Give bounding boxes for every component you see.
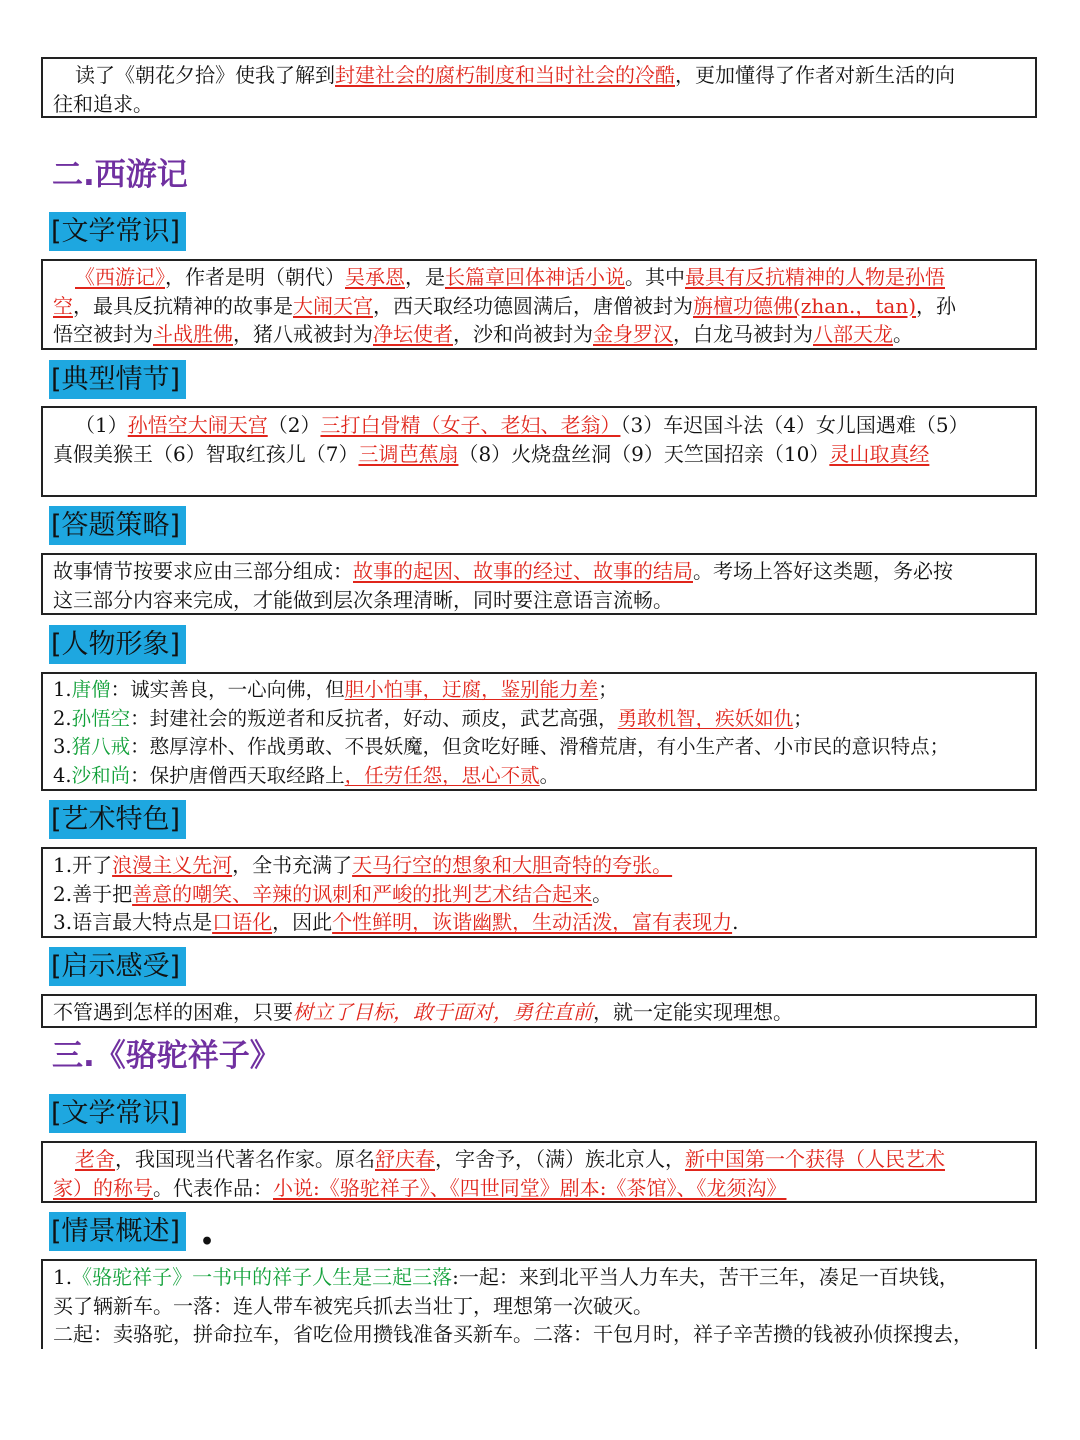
text: 。: [893, 322, 913, 346]
text: ，字舍予，（满）族北京人，: [435, 1147, 685, 1171]
highlight: 新中国第一个获得（人民艺术: [685, 1147, 945, 1171]
character-name: 沙和尚: [71, 763, 131, 787]
text: 二起：卖骆驼，拼命拉车，省吃俭用攒钱准备买新车。二落：干包月时，祥子辛苦攒的钱被孙侦探搜去，: [53, 1322, 973, 1346]
yishu-box: [41, 847, 1037, 938]
intro-text: 读了《朝花夕拾》使我了解到: [75, 63, 335, 87]
text: ，孙: [916, 293, 957, 318]
highlight: 树立了目标，敢于面对，勇往直前: [293, 1000, 593, 1024]
tag-dati-celue: [答题策略]: [49, 506, 186, 545]
text: ，就一定能实现理想。: [593, 1000, 793, 1024]
highlight: 最具有反抗精神的人物是孙悟: [685, 265, 945, 289]
text: ，西天取经功德圆满后，唐僧被封为: [373, 293, 693, 318]
genre: 长篇章回体神话小说: [445, 265, 625, 289]
text: 。: [592, 881, 613, 906]
highlight: 胆小怕事，迂腐，鉴别能力差: [344, 678, 599, 701]
text: ：诚实善良，一心向佛，但: [110, 678, 345, 701]
section-title-xiyouji: 二.西游记: [52, 157, 188, 193]
highlight: 善意的嘲笑、辛辣的讽刺和严峻的批判艺术结合起来: [132, 881, 593, 906]
text: 4.: [53, 763, 72, 787]
text: （2）: [267, 413, 321, 437]
text: ：憨厚淳朴、作战勇敢、不畏妖魔，但贪吃好睡、滑稽荒唐，有小生产者、小市民的意识特点；: [130, 735, 950, 758]
highlight: 空: [53, 293, 73, 318]
highlight: 旃檀功德佛(zhan.，tan): [693, 293, 917, 318]
intro-text: 往和追求。: [53, 91, 153, 116]
highlight: 金身罗汉: [593, 322, 673, 346]
text: .: [732, 910, 739, 934]
text: 。其中: [625, 265, 685, 289]
text: （3）车迟国斗法（4）女儿国遇难（5）: [620, 413, 969, 437]
character-name: 唐僧: [71, 678, 111, 701]
text: ，最具反抗精神的故事是: [73, 293, 293, 318]
highlight: 小说:《骆驼祥子》、《四世同堂》剧本:《茶馆》、《龙须沟》: [273, 1175, 787, 1200]
green-highlight: 《骆驼祥子》一书中的祥子人生是三起三落: [72, 1265, 453, 1289]
text: 1.: [53, 1265, 73, 1289]
text: 。考场上答好这类题，务必按: [693, 559, 953, 583]
text: ：保护唐僧西天取经路上: [130, 763, 345, 787]
section-title-luotuo-xiangzi: 三.《骆驼祥子》: [52, 1038, 281, 1074]
intro-box: [41, 57, 1037, 118]
text: ，全书充满了: [232, 853, 353, 877]
text: ；: [793, 706, 813, 730]
qingjing-box: [41, 1259, 1037, 1349]
tag-qishi-ganshou: [启示感受]: [49, 947, 186, 986]
highlight: 净坛使者: [373, 322, 453, 346]
text: 2.: [53, 706, 72, 730]
wenxue-box: [41, 259, 1037, 350]
highlight: 家）的称号: [53, 1175, 153, 1200]
text: （8）火烧盘丝洞（9）天竺国招亲（10）: [458, 441, 830, 466]
wenxue-box-3: [41, 1141, 1037, 1203]
text: 买了辆新车。一落：连人带车被宪兵抓去当壮丁，理想第一次破灭。: [53, 1293, 653, 1318]
author: 吴承恩: [345, 265, 405, 289]
book-title: 《西游记》: [75, 265, 165, 289]
qingjie-box: [41, 406, 1037, 497]
tag-wenxue-changshi-3: [文学常识]: [49, 1094, 186, 1133]
text: 这三部分内容来完成，才能做到层次条理清晰，同时要注意语言流畅。: [53, 587, 673, 612]
highlight: 天马行空的想象和大胆奇特的夸张。: [352, 853, 673, 877]
highlight: 大闹天宫: [293, 293, 373, 318]
text: 3.语言最大特点是: [53, 910, 213, 934]
text: 悟空被封为: [53, 322, 153, 346]
tag-renwu-xingxiang: [人物形象]: [49, 625, 186, 664]
text: 3.: [53, 735, 72, 758]
tag-yishu-tese: [艺术特色]: [49, 800, 186, 839]
text: 真假美猴王（6）智取红孩儿（7）: [53, 441, 359, 466]
text: ，沙和尚被封为: [453, 322, 593, 346]
character-name: 孙悟空: [71, 706, 131, 730]
text: ，白龙马被封为: [673, 322, 813, 346]
text: ；: [598, 678, 618, 701]
highlight: 浪漫主义先河: [112, 853, 233, 877]
tag-wenxue-changshi: [文学常识]: [49, 212, 186, 251]
text: 不管遇到怎样的困难，只要: [53, 1000, 293, 1024]
tag-dianxing-qingjie: [典型情节]: [49, 360, 186, 399]
text: ，作者是明（朝代）: [165, 265, 345, 289]
text: ，是: [405, 265, 445, 289]
text: ，因此: [272, 910, 333, 934]
highlight: 孙悟空大闹天宫: [127, 413, 268, 437]
highlight: 勇敢机智，疾妖如仇: [617, 706, 794, 730]
renwu-box: [41, 672, 1037, 791]
character-name: 猪八戒: [71, 735, 131, 758]
celue-box: [41, 553, 1037, 615]
text: ：封建社会的叛逆者和反抗者，好动、顽皮，武艺高强，: [130, 706, 618, 730]
highlight: 灵山取真经: [829, 441, 930, 466]
highlight: 故事的起因、故事的经过、故事的结局: [353, 559, 693, 583]
text: :一起：来到北平当人力车夫，苦干三年，凑足一百块钱，: [452, 1265, 959, 1289]
text: ，猪八戒被封为: [233, 322, 373, 346]
text: 。: [539, 763, 560, 787]
intro-text: ，更加懂得了作者对新生活的向: [675, 63, 955, 87]
text: 1.开了: [53, 853, 113, 877]
text: ，我国现当代著名作家。原名: [115, 1147, 375, 1171]
text: 2.善于把: [53, 881, 133, 906]
highlight: 口语化: [212, 910, 273, 934]
qishi-box: [41, 994, 1037, 1028]
text: 故事情节按要求应由三部分组成：: [53, 559, 353, 583]
text: 。代表作品：: [153, 1175, 273, 1200]
highlight: 个性鲜明，诙谐幽默，生动活泼，富有表现力: [332, 910, 733, 934]
highlight: 舒庆春: [375, 1147, 435, 1171]
intro-highlight: 封建社会的腐朽制度和当时社会的冷酷: [335, 63, 675, 87]
highlight: 斗战胜佛: [153, 322, 233, 346]
bullet-dot: •: [200, 1229, 215, 1255]
text: （1）: [75, 413, 128, 437]
tag-qingjing-gaishu: [情景概述]: [49, 1212, 186, 1251]
text: 1.: [53, 678, 72, 701]
author: 老舍: [75, 1147, 115, 1171]
highlight: ，任劳任怨，思心不贰: [344, 763, 540, 787]
highlight: 八部天龙: [813, 322, 893, 346]
highlight: 三调芭蕉扇: [358, 441, 459, 466]
highlight: 三打白骨精（女子、老妇、老翁）: [320, 413, 621, 437]
